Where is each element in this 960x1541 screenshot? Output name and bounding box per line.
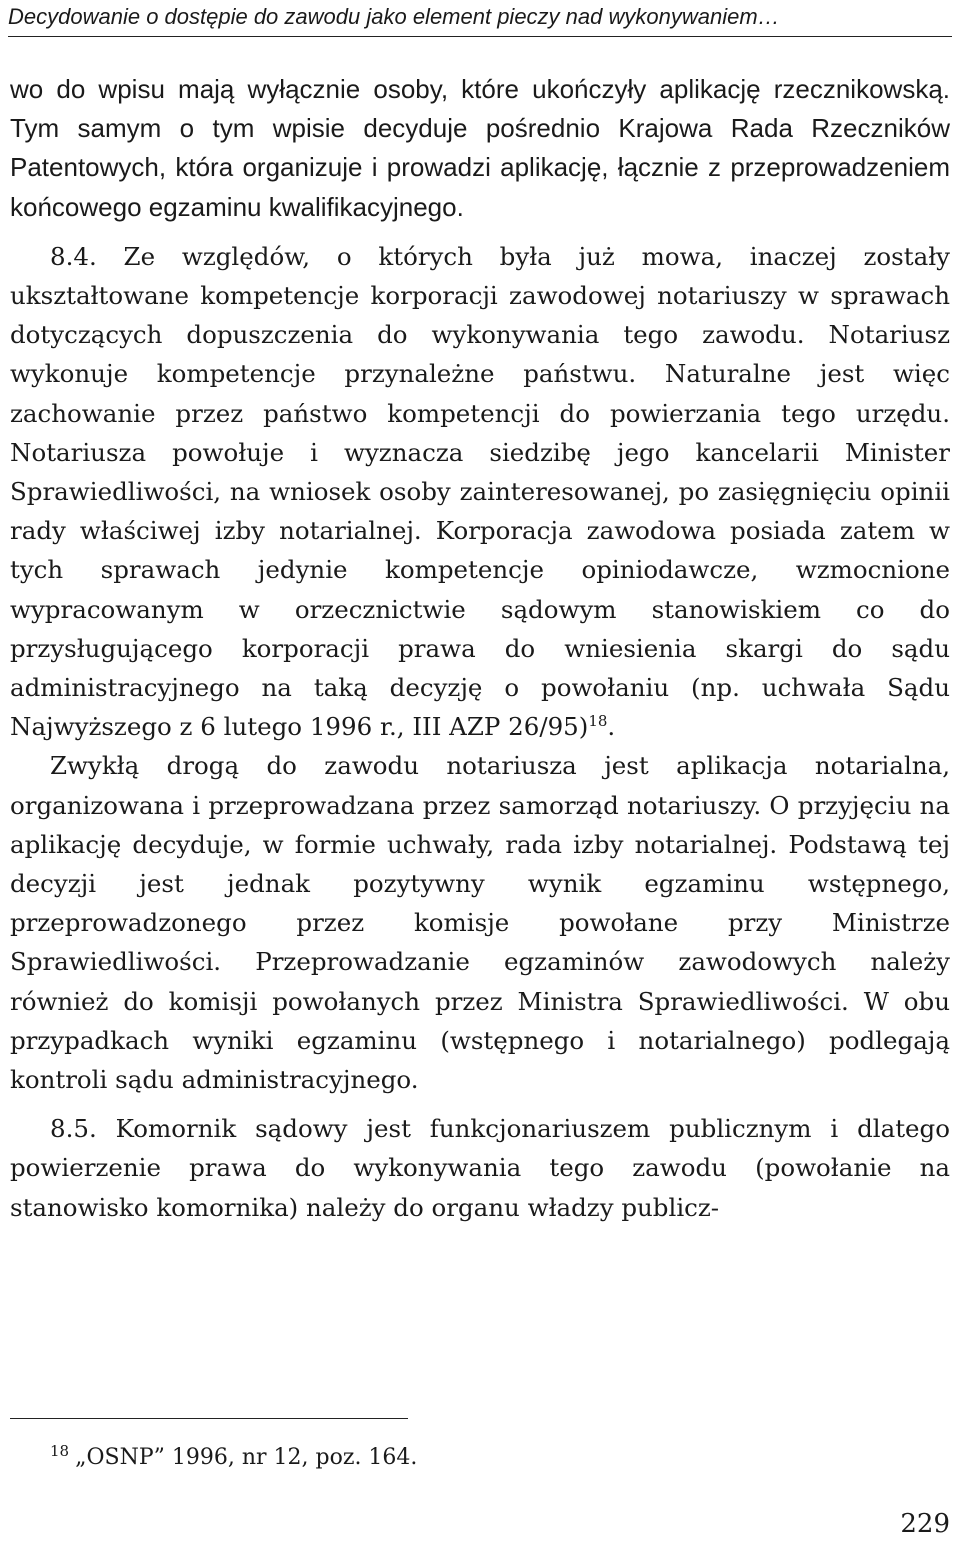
paragraph-8-4-text: 8.4. Ze względów, o których była już mowa, inaczej zostały ukształtowane kompetencje korporacji zawodowej notariuszy w sprawach dotyczących dopuszczenia do wykonywania tego zawodu. Notariusz wykonuje kompetencje przynależne państwu. Naturalne jest więc zachowanie przez państwo kompetencji do powierzania tego urzędu. Notariusza powołuje i wyznacza siedzibę jego kancelarii Minister Sprawiedliwości, na wniosek osoby zainteresowanej, po zasięgnięciu opinii rady właściwej izby notarialnej. Korporacja zawodowa posiada zatem w tych sprawach jedynie kompetencje opiniodawcze, wzmocnione wypracowanym w orzecznictwie sądowym stanowiskiem co do przysługującego korporacji prawa do wniesienia skargi do sądu administracyjnego na taką decyzję o powołaniu (np. uchwała Sądu Najwyższego z 6 lutego 1996 r., III AZP 26/95) [10,241,950,742]
paragraph-8-5: 8.5. Komornik sądowy jest funkcjonariuszem publicznym i dlatego powierzenie prawa do wykonywania tego zawodu (powołanie na stanowisko komornika) należy do organu władzy publicz- [10,1114,950,1222]
paragraph-notarial-application: Zwykłą drogą do zawodu notariusza jest aplikacja notarialna, organizowana i przeprowadzana przez samorząd notariuszy. O przyjęciu na aplikację decyduje, w formie uchwały, rada izby notarialnej. Podstawą tej decyzji jest jednak pozytywny wynik egzaminu wstępnego, przeprowadzonego przez komisje powołane przy Ministrze Sprawiedliwości. Przeprowadzanie egzaminów zawodowych należy również do komisji powołanych przez Ministra Sprawiedliwości. W obu przypadkach wyniki egzaminu (wstępnego i notarialnego) podlegają kontroli sądu administracyjnego. [10,751,950,1095]
footnote-reference[interactable]: 18 [588,712,608,731]
paragraph-8-4-end: . [607,712,616,742]
footnote-text: „OSNP” 1996, nr 12, poz. 164. [75,1445,418,1470]
page-number: 229 [900,1509,950,1539]
footnote-number: 18 [50,1442,70,1460]
body-text [10,70,950,1227]
running-header: Decydowanie o dostępie do zawodu jako element pieczy nad wykonywaniem… [8,4,780,29]
footnote-divider [10,1418,408,1419]
paragraph-continuation: wo do wpisu mają wyłącznie osoby, które ukończyły aplikację rzecznikowską. Tym samym o tym wpisie decyduje pośrednio Krajowa Rada Rzeczników Patentowych, która organizuje i prowadzi aplikację, łącznie z przeprowadzeniem końcowego egzaminu kwalifikacyjnego. [10,74,950,222]
paragraph-8-4 [10,237,950,747]
footnote [50,1436,417,1473]
header-divider [8,36,952,37]
